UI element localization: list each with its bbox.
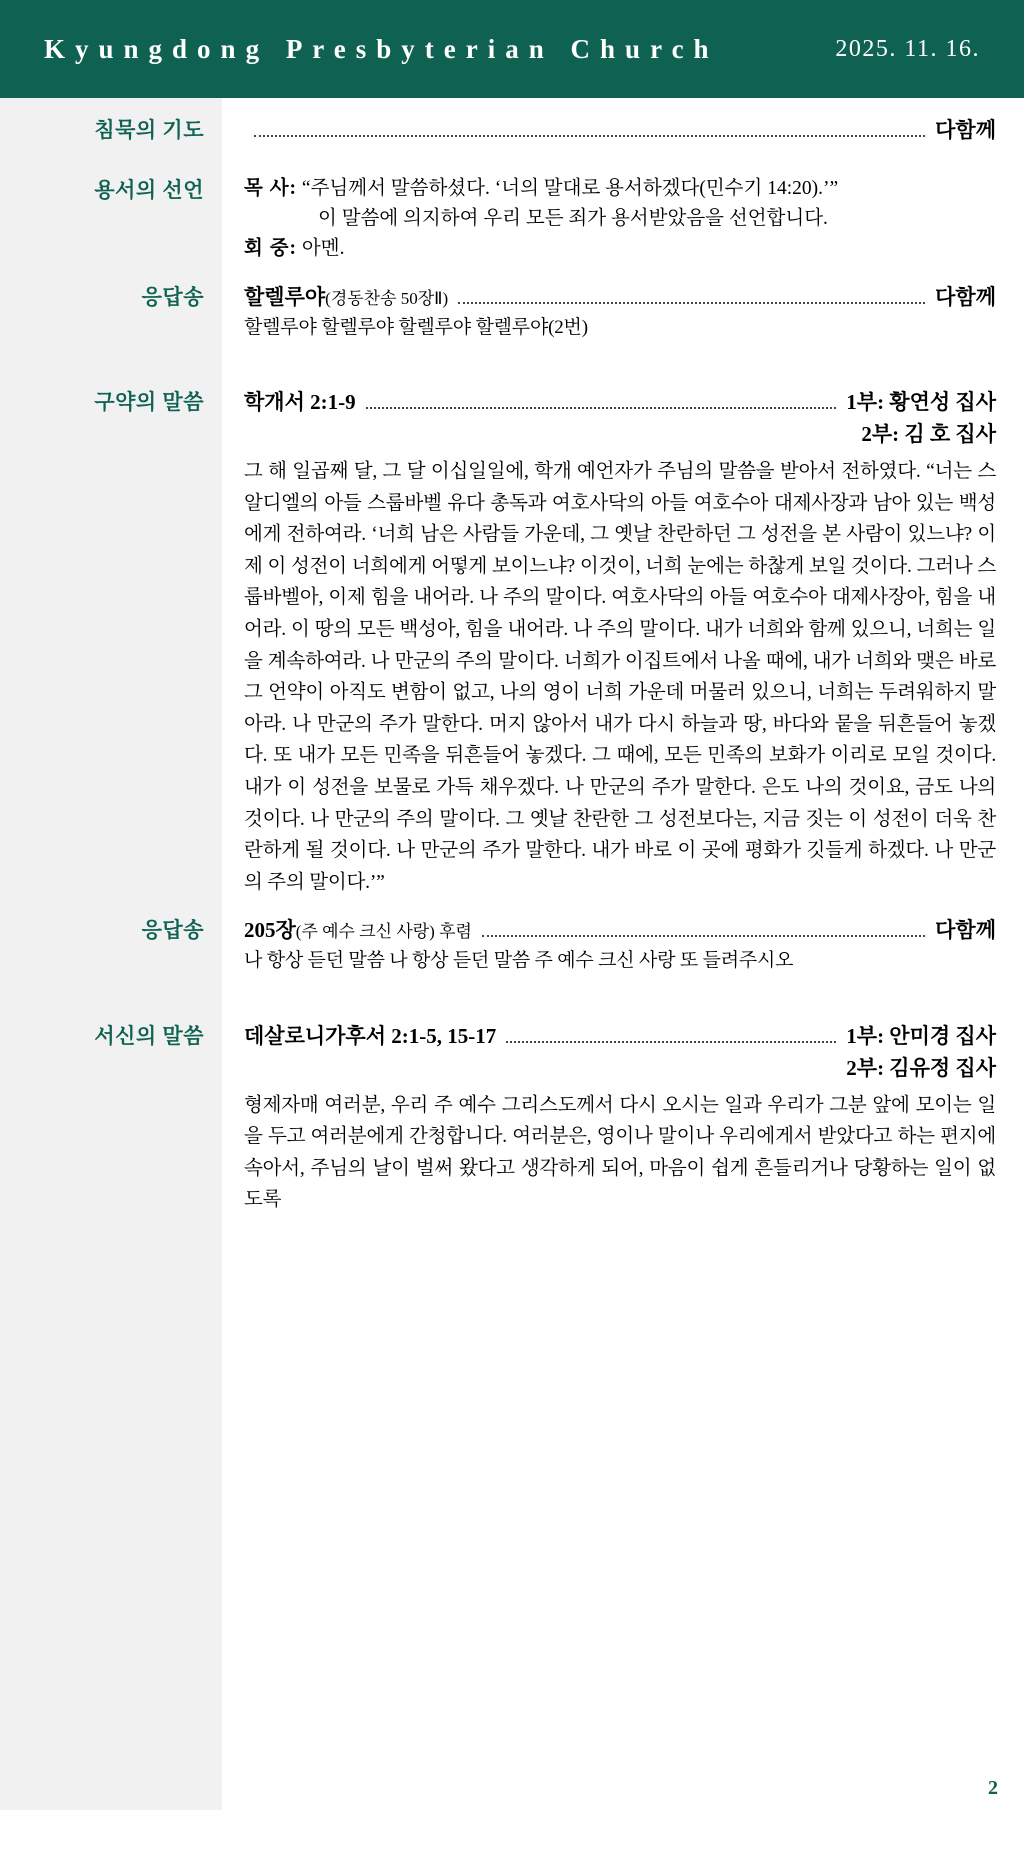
section-body-silent-prayer: [222, 114, 1024, 144]
reader-first-service-ot: 1부: 황연성 집사: [846, 390, 996, 415]
scripture-reference-ot: 학개서 2:1-9: [244, 390, 356, 415]
section-declaration-of-forgiveness: [0, 174, 1024, 265]
pastor-quote-1: “주님께서 말씀하셨다. ‘너의 말대로 용서하겠다(민수기 14:20).’”: [301, 178, 839, 199]
church-name: Kyungdong Presbyterian Church: [44, 33, 719, 64]
section-body-response-hymn-1: [222, 281, 1024, 343]
section-label-epistle: 서신의 말씀: [94, 1023, 204, 1048]
leader-line: [244, 281, 996, 311]
section-old-testament: [0, 386, 1024, 898]
dot-leader: [506, 1040, 836, 1043]
section-label-old-testament: 구약의 말씀: [94, 390, 204, 415]
leader-participant: 다함께: [935, 118, 996, 142]
hymn-subtitle-1: (경동찬송 50장Ⅱ): [325, 288, 449, 308]
congregation-tag: 회 중:: [244, 238, 298, 260]
page-header: [0, 0, 1024, 98]
section-label-response-hymn-1: 응답송: [141, 284, 204, 309]
section-silent-prayer: [0, 114, 1024, 144]
leader-line: [244, 114, 996, 144]
hymn-lyrics-1: 할렐루야 할렐루야 할렐루야 할렐루야(2번): [244, 316, 588, 338]
pastor-line-2: [244, 204, 996, 234]
hymn-lyrics-2: 나 항상 듣던 말씀 나 항상 듣던 말씀 주 예수 크신 사랑 또 들려주시오: [244, 950, 794, 972]
hymn-title-text-2: 205장: [244, 918, 296, 943]
scripture-text-ot: 그 해 일곱째 달, 그 달 이십일일에, 학개 예언자가 주님의 말씀을 받아서 전하였다. “너는 스알디엘의 아들 스룹바벨 유다 총독과 여호사닥의 아들 여호수아 대제사장과 남아 있는 백성에게 전하여라. ‘너희 남은 사람들 가운데, 그 옛날 찬란하던 그 성전을 본 사람이 있느냐? 이제 이 성전이 너희에게 어떻게 보이느냐? 이것이, 너희 눈에는 하찮게 보일 것이다. 그러나 스룹바벨아, 이제 힘을 내어라. 나 주의 말이다. 여호사닥의 아들 여호수아 대제사장아, 힘을 내어라. 이 땅의 모든 백성아, 힘을 내어라. 나 주의 말이다. 내가 너희와 함께 있으니, 너희는 일을 계속하여라. 나 만군의 주의 말이다. 너희가 이집트에서 나올 때에, 내가 너희와 맺은 바로 그 언약이 아직도 변함이 없고, 나의 영이 너희 가운데 머물러 있으니, 너희는 두려워하지 말아라. 나 만군의 주가 말한다. 머지 않아서 내가 다시 하늘과 땅, 바다와 뭍을 뒤흔들어 놓겠다. 또 내가 모든 민족을 뒤흔들어 놓겠다. 그 때에, 모든 민족의 보화가 이리로 모일 것이다. 내가 이 성전을 보물로 가득 채우겠다. 나 만군의 주가 말한다. 은도 나의 것이요, 금도 나의 것이다. 나 만군의 주의 말이다. 그 옛날 찬란한 그 성전보다는, 지금 짓는 이 성전이 더욱 찬란하게 될 것이다. 나 만군의 주가 말한다. 내가 바로 이 곳에 평화가 깃들게 하겠다. 나 만군의 주의 말이다.’”: [244, 461, 996, 893]
section-body-declaration: [222, 174, 1024, 265]
congregation-response: 아멘.: [301, 238, 345, 260]
leader-participant: 다함께: [935, 918, 996, 943]
section-response-hymn-1: [0, 281, 1024, 343]
hymn-title-1: [244, 281, 448, 311]
section-label-declaration: 용서의 선언: [94, 178, 204, 202]
section-body-epistle: [222, 1020, 1024, 1216]
hymn-subtitle-2: (주 예수 크신 사랑) 후렴: [295, 922, 472, 942]
leader-line: [244, 1020, 996, 1050]
reader-second-service-ot: 2부: 김 호 집사: [861, 422, 996, 447]
hymn-title-2: [244, 914, 472, 944]
bulletin-date: 2025. 11. 16.: [835, 35, 980, 62]
dot-leader: [482, 934, 925, 937]
congregation-line: [244, 234, 996, 264]
section-label-silent-prayer: 침묵의 기도: [94, 118, 204, 142]
reader-first-service-epistle: 1부: 안미경 집사: [846, 1023, 996, 1048]
scripture-reference-epistle: 데살로니가후서 2:1-5, 15-17: [244, 1023, 497, 1048]
dot-leader: [458, 301, 925, 304]
declaration-text: [244, 174, 996, 265]
section-body-old-testament: [222, 386, 1024, 898]
reader-second-service-epistle: 2부: 김유정 집사: [846, 1055, 996, 1080]
section-epistle: [0, 1020, 1024, 1216]
hymn-title-text-1: 할렐루야: [244, 284, 326, 309]
bulletin-sheet: [0, 98, 1024, 1810]
order-of-worship: [0, 98, 1024, 1216]
pastor-line-1: [244, 174, 996, 204]
dot-leader: [366, 406, 837, 409]
leader-participant: 다함께: [935, 284, 996, 309]
section-body-response-hymn-2: [222, 914, 1024, 976]
leader-line: [244, 386, 996, 416]
dot-leader: [254, 134, 925, 137]
pastor-tag: 목 사:: [244, 178, 298, 199]
scripture-text-epistle: 형제자매 여러분, 우리 주 예수 그리스도께서 다시 오시는 일과 우리가 그분 앞에 모이는 일을 두고 여러분에게 간청합니다. 여러분은, 영이나 말이나 우리에게서 받았다고 하는 편지에 속아서, 주님의 날이 벌써 왔다고 생각하게 되어, 마음이 쉽게 흔들리거나 당황하는 일이 없도록: [244, 1094, 996, 1211]
leader-line: [244, 914, 996, 944]
page-number: 2: [988, 1777, 998, 1799]
pastor-quote-2: 이 말씀에 의지하여 우리 모든 죄가 용서받았음을 선언합니다.: [318, 208, 828, 230]
section-label-response-hymn-2: 응답송: [141, 918, 204, 943]
section-response-hymn-2: [0, 914, 1024, 976]
